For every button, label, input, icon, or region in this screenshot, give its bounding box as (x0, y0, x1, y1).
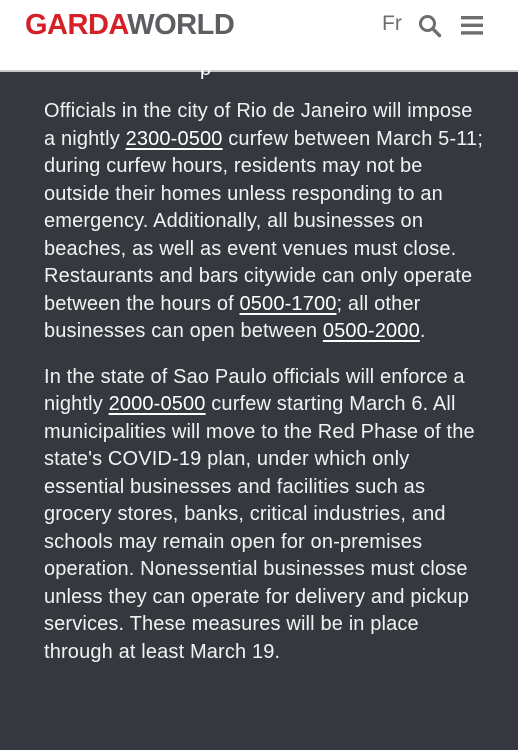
article-content-area (0, 58, 518, 750)
logo-garda-text: GARDA (25, 9, 128, 41)
language-toggle-link[interactable]: Fr (382, 12, 402, 35)
time-link-2300-0500[interactable]: 2300-0500 (125, 127, 223, 150)
search-button[interactable] (418, 14, 442, 38)
article-body (44, 98, 484, 684)
search-icon (418, 14, 442, 38)
time-link-0500-1700[interactable]: 0500-1700 (239, 292, 337, 315)
time-link-2000-0500[interactable]: 2000-0500 (108, 393, 206, 415)
gardaworld-logo[interactable] (25, 10, 234, 40)
article-paragraph-rio (44, 98, 484, 346)
site-header (0, 0, 518, 70)
paragraph-text: ; all other businesses can open between (44, 292, 421, 342)
paragraph-text: curfew between March 5-11; during curfew hours, residents may not be outside their homes unless responding to an emergency. Additionally, all businesses on beaches, as well as event venues must close. Restaurants and bars citywide can only operate between the hours of (44, 127, 484, 315)
hamburger-menu-icon (460, 15, 484, 37)
article-paragraph-sao-paulo (44, 364, 484, 667)
paragraph-text: curfew starting March 6. All municipalities will move to the Red Phase of the state's COVID-19 plan, under which only essential businesses and facilities such as grocery stores, banks, critical industries, and schools may remain open for on-premises operation. Nonessential businesses must close unless they can operate for delivery and pickup services. These measures will be in place through at least March 19. (44, 393, 475, 663)
paragraph-text: . (419, 320, 426, 342)
clipped-previous-line: p (200, 58, 212, 80)
time-link-0500-2000[interactable]: 0500-2000 (322, 320, 420, 342)
menu-button[interactable] (460, 15, 484, 37)
paragraph-text: Officials in the city of Rio de Janeiro will impose a nightly (44, 100, 473, 150)
logo-world-text: WORLD (127, 9, 235, 41)
paragraph-text: In the state of Sao Paulo officials will enforce a nightly (44, 365, 465, 415)
